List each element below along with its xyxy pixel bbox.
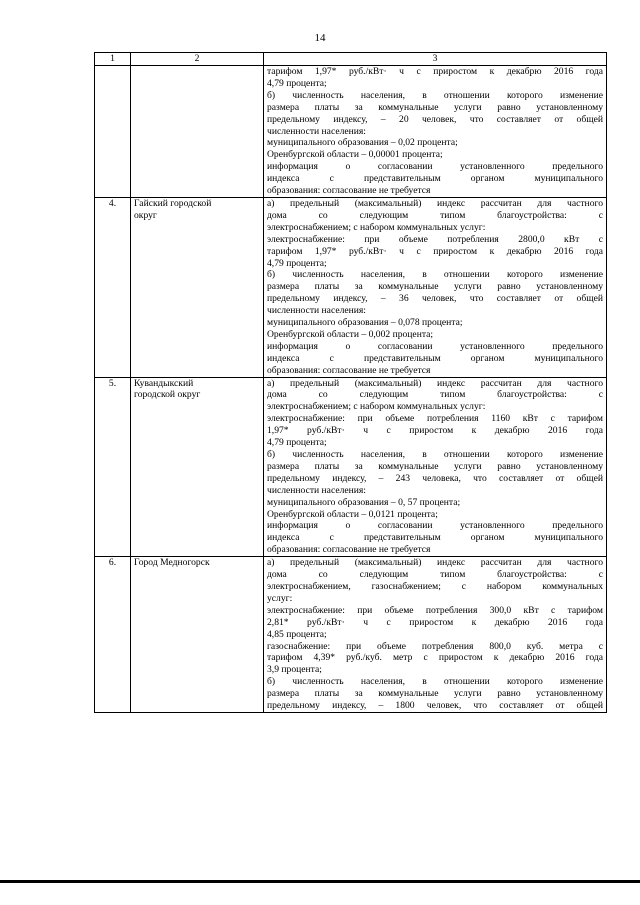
municipality-name-line: Гайский городской: [134, 197, 212, 209]
municipality-name: [131, 197, 264, 377]
description-line: тарифом 1,97* руб./кВт· ч с приростом к декабрю 2016 года: [267, 66, 603, 77]
description-line: предельному индексу, – 36 человек, что составляет от общей: [267, 293, 603, 305]
description-line: 4,79 процента;: [267, 77, 327, 89]
description-line: информация о согласовании установленного предельного: [267, 340, 603, 352]
description-line: услуг:: [267, 592, 293, 604]
description-line: индекса с представительным органом муниципального: [267, 173, 603, 185]
description-line: электроснабжение: при объеме потребления 300,0 кВт с тарифом: [267, 604, 603, 616]
row-number: 4.: [95, 197, 131, 377]
description-line: размера платы за коммунальные услуги равно установленному: [267, 281, 603, 293]
table-row: [95, 377, 607, 557]
municipality-name-line: округ: [134, 209, 157, 221]
index-description: [264, 66, 607, 198]
municipality-name-line: Город Медногорск: [134, 557, 210, 569]
table-row: [95, 197, 607, 377]
description-line: образования: согласование не требуется: [267, 364, 431, 376]
description-line: дома со следующим типом благоустройства: с: [267, 389, 603, 401]
description-line: 1,97* руб./кВт· ч с приростом к декабрю 2016 года: [267, 425, 603, 437]
description-line: индекса с представительным органом муниципального: [267, 352, 603, 364]
bottom-rule: [0, 880, 640, 883]
description-line: численности населения:: [267, 484, 366, 496]
municipality-name: [131, 557, 264, 713]
indices-table: [94, 52, 607, 713]
description-line: размера платы за коммунальные услуги равно установленному: [267, 688, 603, 700]
description-line: Оренбургской области – 0,0121 процента;: [267, 508, 438, 520]
description-line: а) предельный (максимальный) индекс рассчитан для частного: [267, 557, 603, 569]
table-row: [95, 66, 607, 198]
description-line: предельному индексу, – 20 человек, что составляет от общей: [267, 113, 603, 125]
description-line: 4,79 процента;: [267, 257, 327, 269]
description-line: электроснабжением; с набором коммунальных услуг:: [267, 401, 486, 413]
description-line: а) предельный (максимальный) индекс рассчитан для частного: [267, 377, 603, 389]
description-line: дома со следующим типом благоустройства: с: [267, 209, 603, 221]
header-col-2: 2: [131, 53, 264, 66]
description-line: 4,79 процента;: [267, 437, 327, 449]
description-line: муниципального образования – 0,02 процента;: [267, 137, 458, 149]
description-line: Оренбургской области – 0,002 процента;: [267, 328, 434, 340]
page-number: 14: [314, 32, 326, 44]
description-line: 4,85 процента;: [267, 628, 327, 640]
description-line: образования: согласование не требуется: [267, 544, 431, 556]
description-line: численности населения:: [267, 305, 366, 317]
description-line: дома со следующим типом благоустройства: с: [267, 569, 603, 581]
description-line: информация о согласовании установленного предельного: [267, 520, 603, 532]
description-line: размера платы за коммунальные услуги равно установленному: [267, 101, 603, 113]
description-line: образования: согласование не требуется: [267, 185, 431, 197]
description-line: тарифом 4,39* руб./куб. метр с приростом к декабрю 2016 года: [267, 652, 603, 664]
description-line: а) предельный (максимальный) индекс рассчитан для частного: [267, 197, 603, 209]
description-line: размера платы за коммунальные услуги равно установленному: [267, 460, 603, 472]
table-row: [95, 557, 607, 713]
header-col-1: 1: [95, 53, 131, 66]
index-description: [264, 377, 607, 557]
description-line: электроснабжением; с набором коммунальных услуг:: [267, 221, 486, 233]
header-col-3: 3: [264, 53, 607, 66]
description-line: электроснабжением, газоснабжением; с набором коммунальных: [267, 580, 603, 592]
description-line: б) численность населения, в отношении которого изменение: [267, 449, 603, 460]
description-line: электроснабжение: при объеме потребления 1160 кВт с тарифом: [267, 413, 603, 425]
description-line: тарифом 1,97* руб./кВт· ч с приростом к декабрю 2016 года: [267, 245, 603, 257]
description-line: муниципального образования – 0,078 процента;: [267, 317, 463, 329]
table-header-row: [95, 53, 607, 66]
description-line: б) численность населения, в отношении которого изменение: [267, 89, 603, 101]
municipality-name: [131, 377, 264, 557]
description-line: б) численность населения, в отношении которого изменение: [267, 269, 603, 281]
row-number: 6.: [95, 557, 131, 713]
index-description: [264, 197, 607, 377]
description-line: б) численность населения, в отношении которого изменение: [267, 676, 603, 688]
description-line: 2,81* руб./кВт· ч с приростом к декабрю 2016 года: [267, 616, 603, 628]
description-line: электроснабжение: при объеме потребления 2800,0 кВт с: [267, 233, 603, 245]
index-description: [264, 557, 607, 713]
row-number: 5.: [95, 377, 131, 557]
municipality-name-line: Кувандыкский: [134, 377, 194, 389]
description-line: индекса с представительным органом муниципального: [267, 532, 603, 544]
description-line: 3,9 процента;: [267, 664, 322, 676]
municipality-name-line: городской округ: [134, 389, 201, 401]
row-number: [95, 66, 131, 198]
description-line: предельному индексу, – 243 человека, что составляет от общей: [267, 472, 603, 484]
municipality-name: [131, 66, 264, 198]
description-line: информация о согласовании установленного предельного: [267, 161, 603, 173]
description-line: предельному индексу, – 1800 человек, что составляет от общей: [267, 700, 603, 712]
description-line: Оренбургской области – 0,00001 процента;: [267, 149, 443, 161]
table-body: [95, 66, 607, 713]
description-line: газоснабжение: при объеме потребления 800,0 куб. метра с: [267, 640, 603, 652]
description-line: муниципального образования – 0, 57 процента;: [267, 496, 461, 508]
description-line: численности населения:: [267, 125, 366, 137]
